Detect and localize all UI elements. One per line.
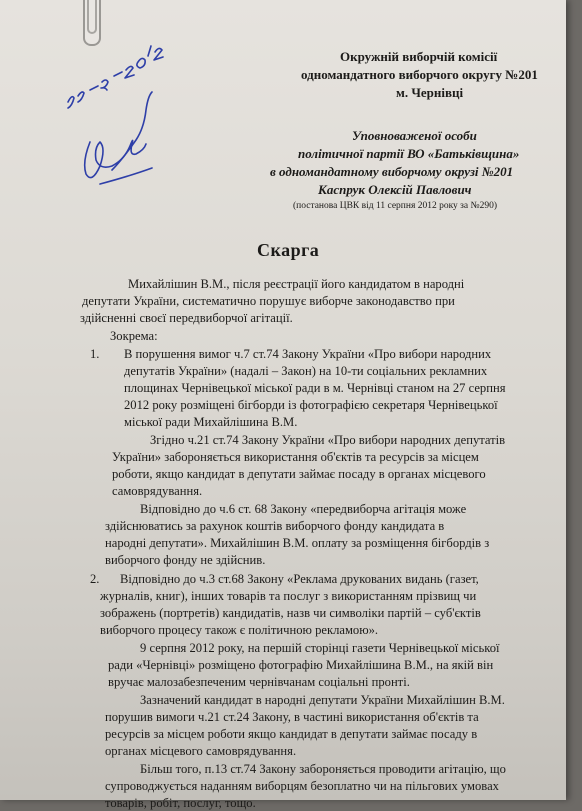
sender-line-4: Каспрук Олексій Павлович bbox=[318, 182, 472, 197]
body-line: міської ради Михайлішина В.М. bbox=[124, 415, 298, 429]
body-line: депутатів України» (надалі – Закон) на 10-ти соціальних рекламних bbox=[124, 364, 488, 378]
handwritten-signature bbox=[60, 30, 190, 210]
body-line: України» забороняється використання об'єктів та ресурсів за місцем bbox=[112, 450, 479, 464]
body-line: самоврядування. bbox=[112, 484, 203, 498]
body-line: Михайлішин В.М., після реєстрації його кандидатом в народні bbox=[128, 277, 465, 291]
document-title: Скарга bbox=[257, 240, 320, 260]
body-line: здійснюватись за рахунок коштів виборчого фонду кандидата в bbox=[105, 519, 445, 533]
sender-line-1: Уповноваженої особи bbox=[352, 128, 477, 143]
body-line: журналів, книг), інших товарів та послуг з використанням прізвищ чи bbox=[100, 589, 477, 603]
body-line: товарів, робіт, послуг, тощо. bbox=[105, 796, 256, 810]
body-line: площинах Чернівецької міської ради в м. Чернівці станом на 27 серпня bbox=[124, 381, 506, 395]
body-line: ради «Чернівці» розміщено фотографію Михайлішина В.М., на якій він bbox=[108, 658, 494, 672]
body-line: вручає малозабезпеченим чернівчанам соціальні пронті. bbox=[108, 675, 410, 689]
addressee-line-1: Окружній виборчій комісії bbox=[340, 49, 498, 64]
body-line: зображень (портретів) кандидатів, назв чи символіки партій – суб'єктів bbox=[100, 606, 481, 620]
body-line: виборчого фонду не здійснив. bbox=[105, 553, 266, 567]
body-line: Зокрема: bbox=[110, 329, 158, 343]
body-line: 9 серпня 2012 року, на першій сторінці газети Чернівецької міської bbox=[140, 641, 500, 655]
addressee-line-3: м. Чернівці bbox=[396, 85, 464, 100]
body-line: народні депутати». Михайлішин В.М. оплату за розміщення бігбордів з bbox=[105, 536, 490, 550]
sender-line-5: (постанова ЦВК від 11 серпня 2012 року за №290) bbox=[293, 201, 497, 211]
body-line: ресурсів за місцем роботи якщо кандидат в депутати займає посаду в bbox=[105, 727, 478, 741]
sender-line-3: в одномандатному виборчому окрузі №201 bbox=[270, 164, 514, 179]
body-line: Згідно ч.21 ст.74 Закону України «Про вибори народних депутатів bbox=[150, 433, 506, 447]
body-line: Відповідно до ч.6 ст. 68 Закону «передвиборча агітація може bbox=[140, 502, 467, 516]
body-line: здійсненні своєї передвиборчої агітації. bbox=[80, 311, 293, 325]
list-number: 1. bbox=[90, 347, 100, 361]
body-line: депутати України, систематично порушує виборче законодавство при bbox=[82, 294, 455, 308]
body-line: Більш того, п.13 ст.74 Закону забороняється проводити агітацію, що bbox=[140, 762, 506, 776]
body-line: 2012 року розміщені бігборди із фотографією секретаря Чернівецької bbox=[124, 398, 498, 412]
list-number: 2. bbox=[90, 572, 100, 586]
body-line: роботи, якщо кандидат в депутати займає посаду в органах місцевого bbox=[112, 467, 486, 481]
body-line: виборчого процесу також є політичною рекламою». bbox=[100, 623, 379, 637]
sender-line-2: політичної партії ВО «Батьківщина» bbox=[298, 146, 520, 161]
body-line: Зазначений кандидат в народні депутати України Михайлішин В.М. bbox=[140, 693, 505, 707]
body-line: порушив вимоги ч.21 ст.24 Закону, в частині використання об'єктів та bbox=[105, 710, 479, 724]
body-line: супроводжується наданням виборцям безоплатно чи на пільгових умовах bbox=[105, 779, 499, 793]
body-line: Відповідно до ч.3 ст.68 Закону «Реклама друкованих видань (газет, bbox=[120, 572, 479, 586]
body-line: В порушення вимог ч.7 ст.74 Закону України «Про вибори народних bbox=[124, 347, 492, 361]
paper-clip-inner bbox=[87, 0, 97, 34]
body-line: органах місцевого самоврядування. bbox=[105, 744, 297, 758]
addressee-line-2: одномандатного виборчого округу №201 bbox=[301, 67, 538, 82]
